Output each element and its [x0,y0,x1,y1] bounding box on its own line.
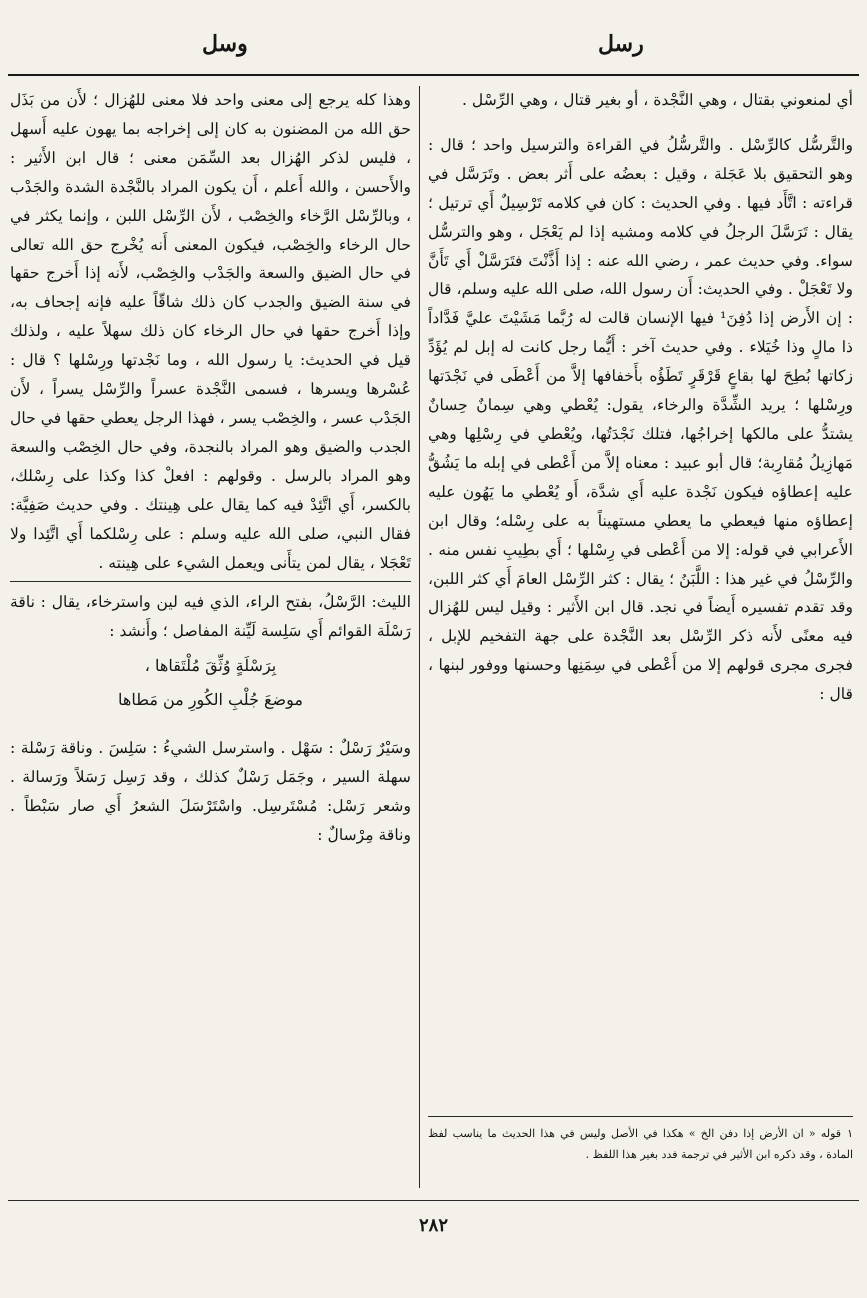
footnote-text: قوله « ان الأرض إذا دفن الخ » هكذا في الأصل وليس في هذا الحديث ما يناسب لفظ المادة ، وقد ذكره ابن الأثير في ترجمة فدد بغير هذا اللفظ . [428,1127,853,1161]
header-rule [8,74,859,76]
header-left-title: وسل [202,31,248,57]
column-separator [419,86,420,1188]
footnote-divider [428,1116,853,1117]
left-column [10,86,411,1190]
verse-gap [10,716,411,734]
page-number: ٢٨٢ [418,1215,448,1236]
right-paragraph-2: والتَّرسُّل كالرِّسْل . والتَّرسُّلُ في القراءة والترسيل واحد ؛ قال : وهو التحقيق بلا عَجَلة ، وقيل : بعضُه على أَثر بعض . وتَرَسَّل في قراءته : اتَّأَد فيها . وفي الحديث : كان في كلامه تَرْسِيلٌ أَي ترتيل ؛ يقال : تَرَسَّلَ الرجلُ في كلامه ومشيه إذا لم يَعْجَل ، وهو والترسُّل سواء. وفي حديث عمر ، رضي الله عنه : إذا أَذَّنْتَ فتَرَسَّلْ أَي تَأَنَّ ولا تَعْجَلْ . وفي الحديث: أَن رسول الله، صلى الله عليه وسلم، قال : إن الأَرض إذا دُفِنَ¹ فيها الإنسان قالت له رُبَّما مَشَيْتَ عليَّ فَدَّاداً ذا مالٍ وذا خُيَلاء . وفي حديث آخر : أَيُّما رجل كانت له إبل لم يُؤَدِّ زكاتها بُطِحَ لها بقاعٍ قَرْقَرٍ تَطَؤُه بأَخفافها إلاَّ من أَعْطَى في نَجْدَتها ورِسْلها ؛ يريد الشِّدَّة والرخاء، يقول: يُعْطي وهي سِمانٌ حِسانٌ يشتدُّ على مالكها إخراجُها، فتلك نَجْدَتُها، ويُعْطي في رِسْلِها وهي مَهازِيلُ مُقارِبة؛ قال أبو عبيد : معناه إلاَّ من أَعْطى في إبله ما يَشُقُّ عليه إعطاؤه فيكون نَجْدة عليه أَي شدَّة، أَو يُعْطي ما يَهُون عليه إعطاؤه منها فيعطي ما يعطي مستهيناً به على رِسْله؛ وقال ابن الأَعرابي في قوله: إلا من أَعْطى في رِسْلها ؛ أَي بطِيبِ نفس منه . والرِّسْلُ في غير هذا : اللَّبَنُ ؛ يقال : كثر الرِّسْل العامَ أَي كثر اللبن، وقد تقدم تفسيره أَيضاً في نجد. قال ابن الأَثير : وقيل ليس للهُزال فيه معنًى لأَنه ذكر الرِّسْل بعد النَّجْدة على جهة التفخيم للإبل ، فجرى مجرى قولهم إلا من أَعْطى في سِمَنِها وحسنها ووفور لبنها ، قال : [428,135,853,704]
left-paragraph-3: وسَيْرٌ رَسْلٌ : سَهْل . واسترسل الشيءُ : سَلِسَ . وناقة رَسْلة : سهلة السير ، وجَمَل رَسْلٌ كذلك ، وقد رَسِل رَسَلاً ورَسالة . وشعر رَسْل: مُسْتَرسِل. واسْتَرْسَلَ الشعرُ أَي صار سَبْطاً . وناقة مِرْسالٌ : [10,739,411,844]
verse-line-2: موضعَ جُلْبِ الكُورِ من مَطاها [118,690,303,710]
header-right-title: رسل [598,31,644,57]
right-column [428,86,853,1108]
footer-rule [8,1200,859,1201]
section-divider [10,581,411,582]
footnote-marker: ١ [847,1127,853,1140]
left-paragraph-1: وهذا كله يرجع إلى معنى واحد فلا معنى للهُزال ؛ لأَن من بَذَل حق الله من المضنون به كان إلى إخراجه بما يهون عليه أَسهل ، فليس لذكر الهُزال بعد السِّمَن معنى ؛ قال ابن الأَثير : والأَحسن ، والله أَعلم ، أَن يكون المراد بالنَّجْدة الشدة والجَدْب ، وبالرِّسْل الرَّخاء والخِصْب ، لأَن الرِّسْل اللبن ، وإنما يكثر في حال الرخاء والخِصْب، فيكون المعنى أَنه يُخْرج حق الله تعالى في حال الضيق والسعة والجَدْب والخِصْب، لأَنه إذا أَخرج حقها في سنة الضيق والجدب كان ذلك شاقّاً عليه فإنه إجحاف به، وإذا أَخرج حقها في حال الرخاء كان ذلك سهلاً عليه ، ولذلك قيل في الحديث: يا رسول الله ، وما نَجْدتها ورِسْلها ؟ قال : عُسْرها ويسرها ، فسمى النَّجْدة عسراً والرِّسْل يسراً ، لأَن الجَدْب عسر ، والخِصْب يسر ، فهذا الرجل يعطي حقها في حال الجدب والضيق وهو المراد بالنجدة، وفي حال الخِصْب والسعة وهو المراد بالرسل . وقولهم : افعلْ كذا وكذا على رِسْلك، بالكسر، أَي اتَّئِدْ فيه كما يقال على هِينتك . وفي حديث صَفِيَّة: فقال النبي، صلى الله عليه وسلم : على رِسْلكما أَي اتَّئِدا ولا تَعْجَلا ، يقال لمن يتأَنى ويعمل الشيء على هِينته . [10,91,411,572]
footnote [428,1112,853,1184]
left-paragraph-2: الليث: الرَّسْلُ، بفتح الراء، الذي فيه لين واسترخاء، يقال : ناقة رَسْلَة القوائم أَي سَلِسة لَيِّنة المفاصل ؛ وأَنشد : [10,593,411,641]
paragraph-gap [428,115,853,131]
right-paragraph-1: أي لمنعوني بقتال ، وهي النَّجْدة ، أو بغير قتال ، وهي الرِّسْل . [462,91,853,109]
verse-line-1: بِرَسْلَةٍ وُثِّقَ مُلْتَقاها ، [144,656,277,676]
